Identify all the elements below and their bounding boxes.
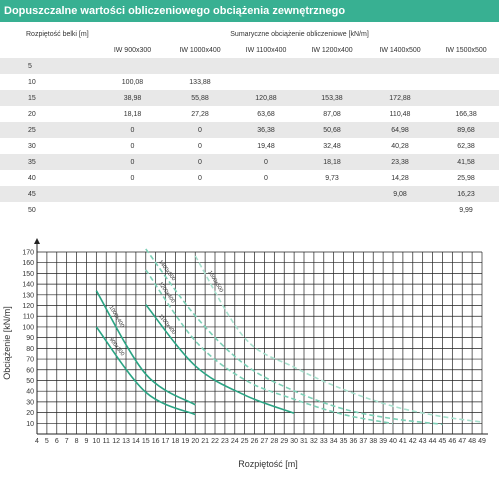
y-tick-label: 140: [22, 281, 34, 289]
value-cell: 100,08: [121, 78, 144, 86]
x-tick-label: 34: [329, 438, 338, 445]
x-tick-label: 37: [359, 438, 368, 445]
y-tick-label: 80: [26, 345, 34, 353]
x-tick-label: 21: [201, 438, 210, 445]
value-cell: [297, 74, 367, 90]
x-tick-label: 28: [270, 438, 279, 445]
x-tick-label: 35: [339, 438, 348, 445]
x-tick-label: 49: [478, 438, 486, 445]
y-axis-arrow: [34, 238, 40, 244]
value-cell: 0: [198, 126, 202, 134]
value-cell: 50,68: [323, 126, 341, 134]
y-tick-label: 110: [22, 313, 34, 321]
value-cell: 0: [130, 142, 135, 150]
x-tick-label: 29: [280, 438, 289, 445]
x-tick-label: 18: [171, 438, 180, 445]
value-cell: 120,88: [255, 94, 277, 102]
value-cell: [433, 58, 499, 74]
value-cell: [367, 58, 433, 74]
series-label: 1100x400: [157, 313, 177, 336]
series-label: 1400x500: [157, 259, 177, 283]
value-cell: [100, 202, 165, 218]
y-tick-label: 150: [22, 270, 34, 278]
x-tick-label: 39: [379, 438, 388, 445]
y-tick-label: 50: [26, 377, 34, 385]
x-tick-label: 25: [240, 438, 249, 445]
series-line: [146, 270, 393, 424]
span-cell: 10: [28, 78, 36, 86]
value-cell: 19,48: [257, 142, 275, 150]
y-tick-label: 70: [26, 356, 34, 364]
x-axis-label: Rozpiętość [m]: [238, 459, 298, 469]
table-row: [0, 90, 499, 106]
x-tick-label: 4: [35, 438, 39, 445]
column-header: IW 1000x400: [179, 46, 221, 54]
x-tick-label: 31: [300, 438, 308, 445]
value-cell: [235, 74, 297, 90]
value-cell: 40,28: [391, 142, 409, 150]
value-cell: 14,28: [391, 174, 409, 182]
x-tick-label: 6: [54, 438, 59, 445]
value-cell: [165, 186, 235, 202]
table-row: [0, 106, 499, 122]
value-cell: 36,38: [257, 126, 275, 134]
y-tick-label: 60: [26, 367, 34, 375]
span-cell: 5: [28, 62, 32, 70]
value-cell: [297, 58, 367, 74]
span-cell: 30: [28, 142, 36, 150]
table-row: [0, 170, 499, 186]
x-tick-label: 15: [141, 438, 150, 445]
x-tick-label: 23: [220, 438, 229, 445]
x-tick-label: 13: [122, 438, 130, 445]
y-tick-label: 130: [22, 292, 34, 300]
x-tick-label: 46: [448, 438, 457, 445]
value-cell: 64,98: [391, 126, 409, 134]
x-tick-label: 12: [112, 438, 121, 445]
value-cell: 18,18: [323, 158, 341, 166]
value-cell: [165, 58, 235, 74]
x-tick-label: 44: [428, 438, 437, 445]
value-cell: 172,88: [389, 94, 411, 102]
y-tick-label: 170: [22, 249, 34, 257]
value-cell: [433, 74, 499, 90]
series-label: 1200x400: [157, 281, 176, 305]
table-group-header-row: [0, 26, 499, 42]
x-tick-label: 33: [319, 438, 328, 445]
value-cell: 18,18: [123, 110, 142, 118]
series-label: 1000x400: [107, 305, 125, 329]
value-cell: 32,48: [323, 142, 341, 150]
value-cell: 133,88: [189, 78, 211, 86]
column-header: IW 1200x400: [311, 46, 353, 54]
y-tick-label: 20: [26, 410, 34, 418]
table-row: [0, 202, 499, 218]
y-tick-label: 160: [22, 260, 34, 268]
y-tick-label: 100: [22, 324, 34, 332]
value-cell: 0: [264, 174, 268, 182]
y-tick-label: 10: [26, 420, 34, 428]
load-chart: [0, 238, 499, 480]
x-tick-label: 14: [131, 438, 140, 445]
group-header: Sumaryczne obciążenie obliczeniowe [kN/m]: [230, 30, 369, 38]
column-header-blank: [0, 42, 100, 58]
load-table: [0, 26, 499, 218]
table-row: [0, 74, 499, 90]
series-label: 1500x500: [206, 269, 224, 294]
value-cell: 0: [198, 174, 202, 182]
value-cell: 0: [130, 126, 135, 134]
x-tick-label: 36: [349, 438, 358, 445]
value-cell: [297, 202, 367, 218]
value-cell: [100, 58, 165, 74]
x-tick-label: 48: [468, 438, 477, 445]
table-row: [0, 122, 499, 138]
x-tick-label: 27: [260, 438, 269, 445]
y-tick-label: 40: [26, 388, 34, 396]
x-tick-label: 22: [211, 438, 219, 445]
x-tick-label: 47: [458, 438, 467, 445]
x-tick-label: 8: [74, 438, 79, 445]
table-row: [0, 154, 499, 170]
y-tick-label: 30: [26, 399, 34, 407]
value-cell: [165, 202, 235, 218]
x-tick-label: 9: [84, 438, 89, 445]
x-tick-label: 16: [151, 438, 160, 445]
value-cell: [100, 186, 165, 202]
value-cell: 16,23: [457, 190, 475, 198]
table-title: Dopuszczalne wartości obliczeniowego obciążenia zewnętrznego: [0, 0, 499, 22]
x-tick-label: 19: [181, 438, 190, 445]
value-cell: 153,38: [321, 94, 343, 102]
x-tick-label: 26: [250, 438, 259, 445]
x-tick-label: 41: [398, 438, 407, 445]
value-cell: 0: [198, 158, 202, 166]
column-header: IW 1500x500: [445, 46, 487, 54]
x-tick-label: 40: [389, 438, 397, 445]
value-cell: [433, 90, 499, 106]
value-cell: 0: [198, 142, 202, 150]
column-header: IW 1100x400: [245, 46, 287, 54]
value-cell: [297, 186, 367, 202]
x-tick-label: 7: [64, 438, 69, 445]
x-tick-label: 10: [92, 438, 101, 445]
value-cell: 55,88: [191, 94, 209, 102]
x-tick-label: 5: [44, 438, 49, 445]
x-tick-label: 43: [418, 438, 427, 445]
x-tick-label: 32: [309, 438, 318, 445]
table-row: [0, 186, 499, 202]
value-cell: 62,38: [457, 142, 475, 150]
x-tick-label: 38: [369, 438, 378, 445]
value-cell: [367, 202, 433, 218]
span-cell: 35: [28, 158, 36, 166]
value-cell: 9,73: [325, 174, 339, 182]
value-cell: 0: [264, 158, 268, 166]
value-cell: 87,08: [323, 110, 341, 118]
value-cell: 23,38: [391, 158, 409, 166]
span-cell: 45: [28, 190, 36, 198]
value-cell: 0: [130, 174, 135, 182]
table-row: [0, 58, 499, 74]
value-cell: 110,48: [389, 110, 411, 118]
x-tick-label: 17: [161, 438, 170, 445]
value-cell: 9,08: [393, 190, 407, 198]
value-cell: 9,99: [459, 206, 473, 214]
x-tick-label: 42: [408, 438, 417, 445]
span-cell: 40: [28, 174, 36, 182]
x-tick-label: 20: [191, 438, 200, 445]
value-cell: 0: [130, 158, 135, 166]
y-tick-label: 90: [26, 335, 34, 343]
span-cell: 15: [28, 94, 36, 102]
column-header: IW 1400x500: [379, 46, 421, 54]
span-header: Rozpiętość belki [m]: [26, 30, 89, 38]
value-cell: 25,98: [457, 174, 475, 182]
value-cell: 27,28: [191, 110, 209, 118]
column-header: IW 900x300: [113, 46, 152, 54]
value-cell: [235, 58, 297, 74]
x-tick-label: 24: [230, 438, 239, 445]
table-row: [0, 138, 499, 154]
value-cell: 41,58: [457, 158, 475, 166]
x-tick-label: 30: [290, 438, 299, 445]
x-tick-label: 11: [102, 438, 110, 445]
series-label: 900x300: [107, 336, 126, 358]
span-cell: 25: [28, 126, 36, 134]
span-cell: 50: [28, 206, 36, 214]
value-cell: [235, 202, 297, 218]
value-cell: [235, 186, 297, 202]
table-column-header-row: [0, 42, 499, 58]
value-cell: 166,38: [455, 110, 477, 118]
x-tick-label: 45: [438, 438, 447, 445]
value-cell: [367, 74, 433, 90]
value-cell: 89,68: [457, 126, 475, 134]
y-tick-label: 120: [22, 303, 34, 311]
span-cell: 20: [28, 110, 36, 118]
value-cell: 38,98: [123, 94, 142, 102]
y-axis-label: Obciążenie [kN/m]: [2, 306, 12, 380]
value-cell: 63,68: [257, 110, 275, 118]
